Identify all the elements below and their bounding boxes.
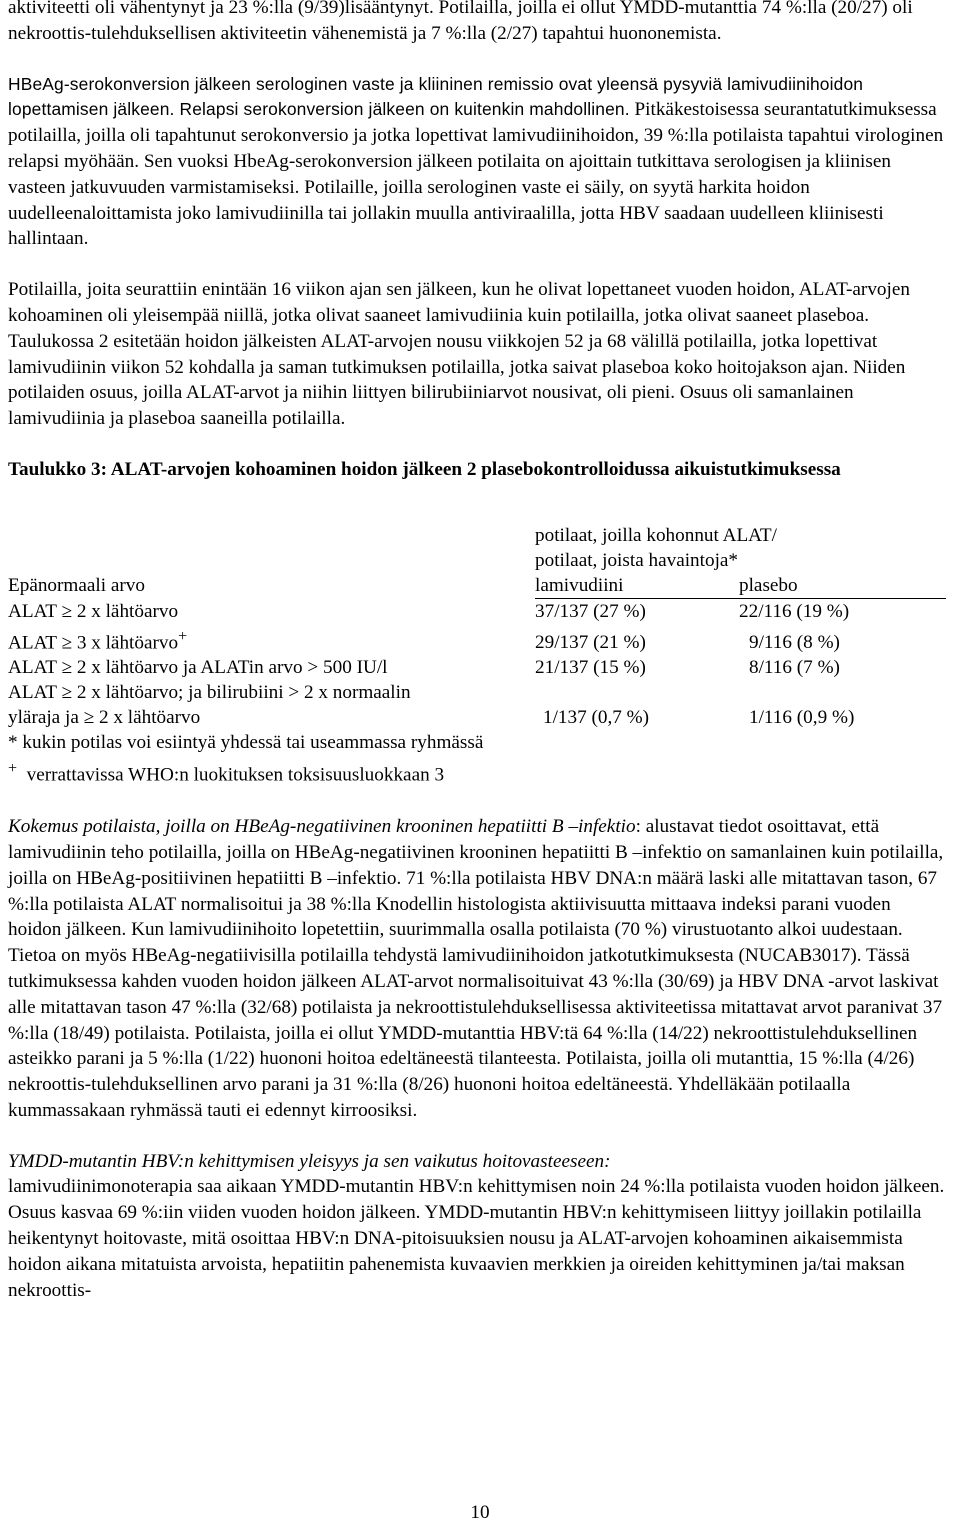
table-row: [8, 680, 946, 730]
table-header-group-line2: potilaat, joista havaintoja*: [535, 549, 739, 571]
table-cell-label: ALAT ≥ 2 x lähtöarvo; ja bilirubiini > 2 x normaalin yläraja ja ≥ 2 x lähtöarvo: [8, 682, 411, 729]
table-cell-lamivudiini: 37/137 (27 %): [535, 600, 646, 622]
table-header-plasebo: plasebo: [739, 573, 946, 599]
table-notes: [8, 730, 948, 788]
table-cell-lamivudiini: 1/137 (0,7 %): [543, 707, 650, 729]
paragraph-hbeag-negatiivinen-body: : alustavat tiedot osoittavat, että lamivudiinin teho potilailla, joilla on HBeAg-negatiivinen krooninen hepatiitti B –infektio on samanlainen kuin potilailla, joilla on HBeAg-positiivinen hepatiitti B –infektio. 71 %:lla potilaista HBV DNA:n määrä laski alle mitattavan tason, 67 %:lla potilaista ALAT normalisoitui ja 38 %:lla Knodellin histologista aktiivisuutta mittaava indeksi parani vuoden hoidon jälkeen. Kun lamivudiinihoito lopetettiin, suurimmalla osalla potilaista (70 %) virustuotanto alkoi uudestaan. Tietoa on myös HBeAg-negatiivisilla potilailla tehdystä lamivudiinihoidon jatkotutkimuksesta (NUCAB3017). Tässä tutkimuksessa kahden vuoden hoidon jälkeen ALAT-arvot normalisoituivat 43 %:lla (30/69) ja HBV DNA -arvot laskivat alle mitattavan tason 47 %:lla (32/68) potilaista ja nekroottistulehduksellisessa aktiviteetissa mitattavat arvot paranivat 37 %:lla (18/49) potilaista. Potilaista, joilla ei ollut YMDD-mutanttia HBV:tä 64 %:lla (14/22) nekroottistulehduksellinen asteikko parani ja 5 %:lla (1/22) huononi hoitoa edeltäneestä tilanteesta. Potilaista, joilla oli mutanttia, 15 %:lla (4/26) nekroottis-tulehduksellinen arvo parani ja 31 %:lla (8/26) huononi hoitoa edeltäneestä. Yhdelläkään potilaalla kummassakaan ryhmässä tauti ei edennyt kirroosiksi.: [8, 816, 944, 1121]
table-cell-label: ALAT ≥ 3 x lähtöarvo+: [8, 627, 188, 654]
page-number: 10: [470, 1502, 490, 1523]
paragraph-hbeag-negatiivinen-heading: Kokemus potilaista, joilla on HBeAg-negatiivinen krooninen hepatiitti B –infektio: [8, 816, 636, 838]
table-cell-lamivudiini: 29/137 (21 %): [535, 632, 646, 654]
paragraph-serokonversio-sans: HBeAg-serokonversion jälkeen serologinen vaste ja kliininen remissio ovat yleensä pysyviä lamivudiinihoidon lopettamisen jälkeen. Relapsi serokonversion jälkeen on kuitenkin mahdollinen.: [8, 73, 864, 120]
table-cell-plasebo: 22/116 (19 %): [739, 600, 850, 622]
paragraph-ymdd-heading-wrap: [8, 1149, 948, 1175]
paragraph-seuranta: Pitkäkestoisessa seurantatutkimuksessa potilailla, joilla oli tapahtunut serokonversio ja jotka lopettivat lamivudiinihoidon, 39 %:lla potilaista tapahtui virologinen relapsi myöhään. Sen vuoksi HbeAg-serokonversion jälkeen potilaita on ajoittain tutkittava serologisen ja kliinisen vasteen jatkuvuuden varmistamiseksi. Potilaille, joilla serologinen vaste ei säily, on syytä harkita hoidon uudelleenaloittamista joko lamivudiinilla tai jollakin muulla antiviraalilla, jotta HBV saadaan uudelleen kliinisesti hallintaan.: [8, 99, 944, 250]
paragraph-intro: aktiviteetti oli vähentynyt ja 23 %:lla (9/39)lisääntynyt. Potilailla, joilla ei ollut YMDD-mutanttia 74 %:lla (20/27) oli nekroottis-tulehduksellisen aktiviteetin vähenemistä ja 7 %:lla (2/27) tapahtui huononemista.: [8, 0, 913, 44]
table-cell-plasebo: 8/116 (7 %): [749, 657, 840, 679]
paragraph-alat: Potilailla, joita seurattiin enintään 16 viikon ajan sen jälkeen, kun he olivat lopettaneet vuoden hoidon, ALAT-arvojen kohoaminen oli yleisempää niillä, jotka olivat saaneet lamivudiinia kuin potilailla, jotka olivat saaneet plaseboa. Taulukossa 2 esitetään hoidon jälkeisten ALAT-arvojen nousu viikkojen 52 ja 68 välillä potilailla, jotka lopettivat lamivudiinin viikon 52 kohdalla ja saman tutkimuksen potilailla, jotka saivat plaseboa koko hoitojakson ajan. Niiden potilaiden osuus, joilla ALAT-arvot ja niihin liittyen bilirubiiniarvot nousivat, oli pieni. Osuus oli samanlainen lamivudiinia ja plaseboa saaneilla potilailla.: [8, 279, 910, 430]
table-header-row: [8, 573, 946, 599]
table-note-asterisk: * kukin potilas voi esiintyä yhdessä tai useammassa ryhmässä: [8, 732, 484, 754]
paragraph-hbeag-negatiivinen: [8, 814, 948, 1124]
paragraph-ymdd-heading: YMDD-mutantin HBV:n kehittymisen yleisyys ja sen vaikutus hoitovasteeseen:: [8, 1150, 611, 1172]
table-header-lamivudiini: lamivudiini: [535, 573, 739, 599]
table-header-group: [535, 523, 946, 573]
table-header-group-line1: potilaat, joilla kohonnut ALAT/: [535, 524, 777, 546]
table-row: [8, 624, 946, 655]
paragraph-serokonversio: [8, 72, 948, 253]
document-page: [8, 0, 948, 1303]
table-row: [8, 598, 946, 624]
table-cell-plasebo: 9/116 (8 %): [749, 632, 840, 654]
table-cell-label: ALAT ≥ 2 x lähtöarvo: [8, 600, 179, 622]
table-cell-lamivudiini: 21/137 (15 %): [535, 657, 646, 679]
table-header-group-row: [8, 523, 946, 573]
table-row: [8, 655, 946, 680]
table-note-plus: + verrattavissa WHO:n luokituksen toksisuusluokkaan 3: [8, 759, 445, 786]
alat-table: [8, 523, 946, 730]
table-header-col0: Epänormaali arvo: [8, 575, 145, 597]
paragraph-ymdd: lamivudiinimonoterapia saa aikaan YMDD-mutantin HBV:n kehittymisen noin 24 %:lla potilaista vuoden hoidon jälkeen. Osuus kasvaa 69 %:iin viiden vuoden hoidon jälkeen. YMDD-mutantin HBV:n kehittymiseen liittyy joillakin potilailla heikentynyt hoitovaste, mitä osoittaa HBV:n DNA-pitoisuuksien nousu ja ALAT-arvojen kohoaminen aikaisemmista hoidon aikana mitatuista arvoista, hepatiitin pahenemista kuvaavien merkkien ja oireiden kehittyminen ja/tai maksan nekroottis-: [8, 1176, 945, 1301]
table-title: Taulukko 3: ALAT-arvojen kohoaminen hoidon jälkeen 2 plasebokontrolloidussa aikuistutkimuksessa: [8, 458, 841, 480]
table-cell-label: ALAT ≥ 2 x lähtöarvo ja ALATin arvo > 500 IU/l: [8, 657, 388, 679]
table-cell-plasebo: 1/116 (0,9 %): [749, 707, 855, 729]
